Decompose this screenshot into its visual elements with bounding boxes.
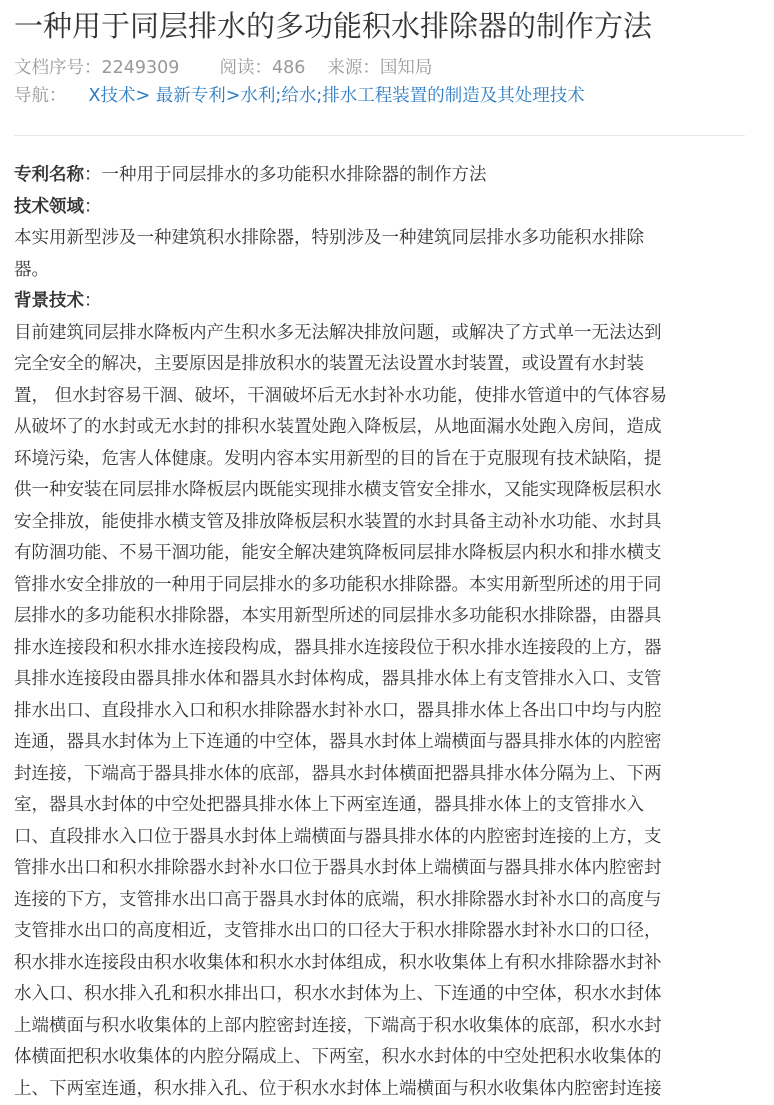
- background-text-line: 有防涸功能、不易干涸功能，能安全解决建筑降板同层排水降板层内积水和排水横支: [14, 538, 774, 570]
- field-heading: [14, 192, 774, 224]
- background-text-line: 体横面把积水收集体的内腔分隔成上、下两室，积水水封体的中空处把积水收集体的: [14, 1042, 774, 1074]
- article-body: [14, 160, 774, 1105]
- breadcrumb-link-category[interactable]: 水利;给水;排水工程装置的制造及其处理技术: [240, 86, 584, 106]
- background-text-line: 排水出口、直段排水入口和积水排除器水封补水口，器具排水体上各出口中均与内腔: [14, 696, 774, 728]
- background-text-line: 管排水出口和积水排除器水封补水口位于器具水封体上端横面与器具排水体内腔密封: [14, 853, 774, 885]
- background-label: 背景技术: [14, 291, 84, 311]
- background-text-line: 口、直段排水入口位于器具水封体上端横面与器具排水体的内腔密封连接的上方，支: [14, 822, 774, 854]
- patent-name-label: 专利名称: [14, 165, 84, 185]
- background-colon: ：: [84, 291, 102, 311]
- breadcrumb: [14, 82, 585, 110]
- breadcrumb-link-latest-patents[interactable]: 最新专利: [156, 86, 226, 106]
- field-text-line: 器。: [14, 255, 774, 287]
- field-colon: ：: [84, 197, 102, 217]
- background-text-line: 室，器具水封体的中空处把器具排水体上下两室连通，器具排水体上的支管排水入: [14, 790, 774, 822]
- read-count: 阅读：486: [219, 54, 305, 82]
- background-text-line: 排水连接段和积水排水连接段构成，器具排水连接段位于积水排水连接段的上方，器: [14, 633, 774, 665]
- background-text-line: 管排水安全排放的一种用于同层排水的多功能积水排除器。本实用新型所述的用于同: [14, 570, 774, 602]
- background-text-line: 置， 但水封容易干涸、破坏，干涸破坏后无水封补水功能，使排水管道中的气体容易: [14, 381, 774, 413]
- article-meta: [14, 54, 432, 82]
- background-text-line: 从破坏了的水封或无水封的排积水装置处跑入降板层，从地面漏水处跑入房间，造成: [14, 412, 774, 444]
- background-text-line: 完全安全的解决，主要原因是排放积水的装置无法设置水封装置，或设置有水封装: [14, 349, 774, 381]
- breadcrumb-separator: >: [226, 86, 241, 106]
- background-text-line: 水入口、积水排入孔和积水排出口，积水水封体为上、下连通的中空体，积水水封体: [14, 979, 774, 1011]
- background-text-line: 层排水的多功能积水排除器，本实用新型所述的同层排水多功能积水排除器，由器具: [14, 601, 774, 633]
- divider: [14, 135, 745, 136]
- background-text-line: 上、下两室连通，积水排入孔、位于积水水封体上端横面与积水收集体内腔密封连接: [14, 1074, 774, 1105]
- background-text-line: 支管排水出口的高度相近，支管排水出口的口径大于积水排除器水封补水口的口径，: [14, 916, 774, 948]
- source: 来源：国知局: [327, 54, 432, 82]
- background-text-line: 封连接，下端高于器具排水体的底部，器具水封体横面把器具排水体分隔为上、下两: [14, 759, 774, 791]
- background-text-line: 具排水连接段由器具排水体和器具水封体构成，器具排水体上有支管排水入口、支管: [14, 664, 774, 696]
- page-title: 一种用于同层排水的多功能积水排除器的制作方法: [14, 4, 652, 48]
- patent-name-value: ：一种用于同层排水的多功能积水排除器的制作方法: [84, 165, 487, 185]
- background-text-line: 连通，器具水封体为上下连通的中空体，器具水封体上端横面与器具排水体的内腔密: [14, 727, 774, 759]
- field-text-line: 本实用新型涉及一种建筑积水排除器，特别涉及一种建筑同层排水多功能积水排除: [14, 223, 774, 255]
- background-text-line: 供一种安装在同层排水降板层内既能实现排水横支管安全排水，又能实现降板层积水: [14, 475, 774, 507]
- background-heading: [14, 286, 774, 318]
- background-text-line: 环境污染，危害人体健康。发明内容本实用新型的目的旨在于克服现有技术缺陷，提: [14, 444, 774, 476]
- breadcrumb-separator: >: [136, 86, 151, 106]
- breadcrumb-label: 导航：: [14, 86, 67, 106]
- doc-number: 文档序号：2249309: [14, 54, 179, 82]
- background-text-line: 连接的下方，支管排水出口高于器具水封体的底端，积水排除器水封补水口的高度与: [14, 885, 774, 917]
- field-label: 技术领域: [14, 197, 84, 217]
- background-text-line: 目前建筑同层排水降板内产生积水多无法解决排放问题，或解决了方式单一无法达到: [14, 318, 774, 350]
- breadcrumb-link-x-tech[interactable]: X技术: [89, 86, 136, 106]
- patent-name-line: [14, 160, 774, 192]
- background-text-line: 安全排放，能使排水横支管及排放降板层积水装置的水封具备主动补水功能、水封具: [14, 507, 774, 539]
- background-text-line: 积水排水连接段由积水收集体和积水水封体组成，积水收集体上有积水排除器水封补: [14, 948, 774, 980]
- background-text-line: 上端横面与积水收集体的上部内腔密封连接，下端高于积水收集体的底部，积水水封: [14, 1011, 774, 1043]
